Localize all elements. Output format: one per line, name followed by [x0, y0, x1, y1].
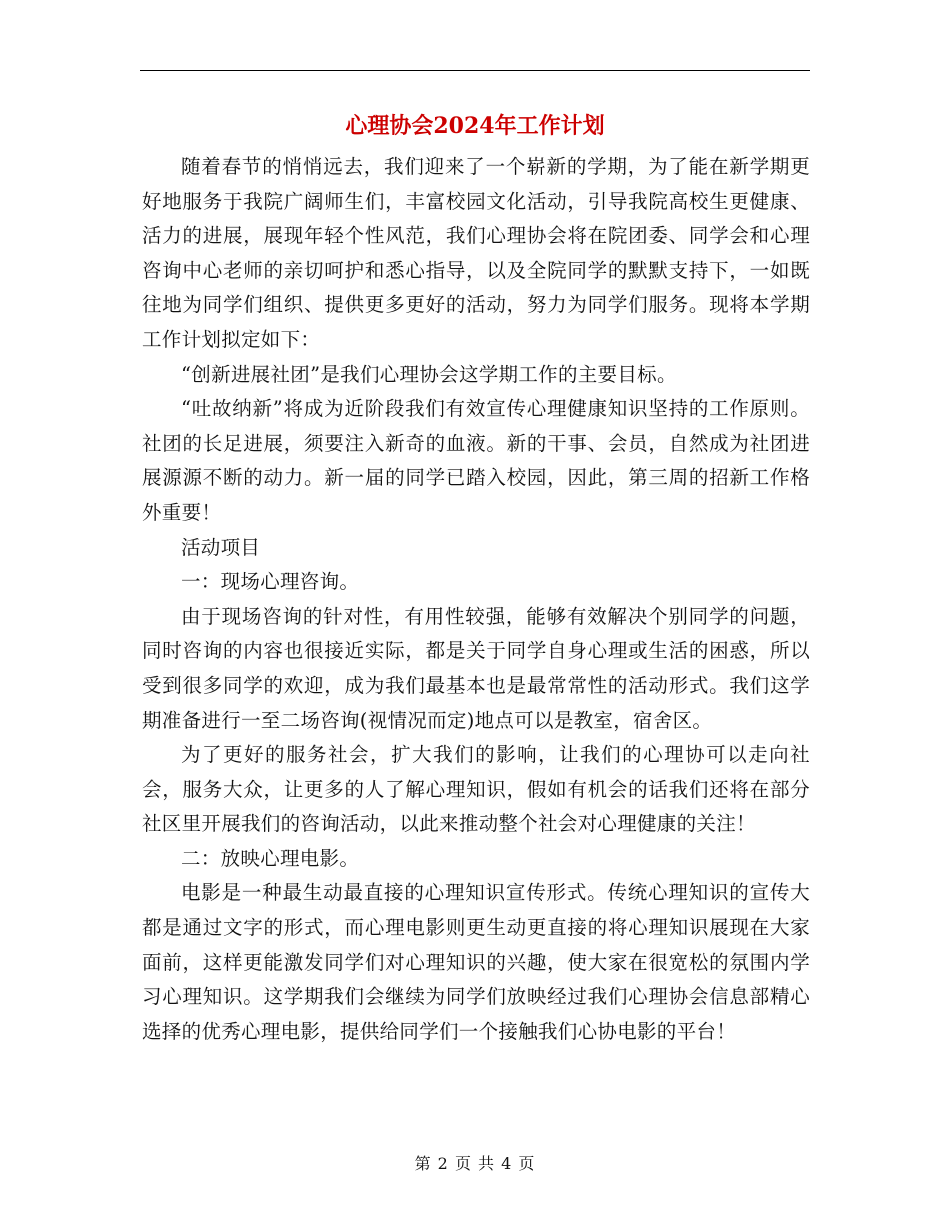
document-title: 心理协会2024年工作计划 [345, 113, 605, 139]
paragraph-principle: “吐故纳新”将成为近阶段我们有效宣传心理健康知识坚持的工作原则。社团的长足进展，须要注入新奇的血液。新的干事、会员，自然成为社团进展源源不断的动力。新一届的同学已踏入校园，因此，第三周的招新工作格外重要！ [142, 397, 810, 524]
paragraph-intro: 随着春节的悄悄远去，我们迎来了一个崭新的学期，为了能在新学期更好地服务于我院广阔师生们，丰富校园文化活动，引导我院高校生更健康、活力的进展，展现年轻个性风范，我们心理协会将在院团委、同学会和心理咨询中心老师的亲切呵护和悉心指导，以及全院同学的默默支持下，一如既往地为同学们组织、提供更多更好的活动，努力为同学们服务。现将本学期工作计划拟定如下： [142, 155, 810, 351]
paragraph-consultation: 由于现场咨询的针对性，有用性较强，能够有效解决个别同学的问题，同时咨询的内容也很接近实际，都是关于同学自身心理或生活的困惑，所以受到很多同学的欢迎，成为我们最基本也是最常常性的活动形式。我们这学期准备进行一至二场咨询(视情况而定)地点可以是教室，宿舍区。 [142, 604, 810, 732]
section-heading-activities: 活动项目 [181, 535, 261, 559]
page-number: 第 2 页 共 4 页 [414, 1154, 536, 1173]
item-heading-consultation: 一：现场心理咨询。 [181, 570, 360, 594]
item-heading-movies: 二：放映心理电影。 [181, 846, 360, 870]
paragraph-movies: 电影是一种最生动最直接的心理知识宣传形式。传统心理知识的宣传大都是通过文字的形式，而心理电影则更生动更直接的将心理知识展现在大家面前，这样更能激发同学们对心理知识的兴趣，使大家在很宽松的氛围内学习心理知识。这学期我们会继续为同学们放映经过我们心理协会信息部精心选择的优秀心理电影，提供给同学们一个接触我们心协电影的平台！ [142, 881, 810, 1043]
paragraph-community: 为了更好的服务社会，扩大我们的影响，让我们的心理协可以走向社会，服务大众，让更多的人了解心理知识，假如有机会的话我们还将在部分社区里开展我们的咨询活动，以此来推动整个社会对心理健康的关注！ [142, 743, 810, 836]
paragraph-goal: “创新进展社团”是我们心理协会这学期工作的主要目标。 [181, 362, 677, 386]
document-body [142, 150, 810, 1049]
header-rule [140, 70, 810, 71]
